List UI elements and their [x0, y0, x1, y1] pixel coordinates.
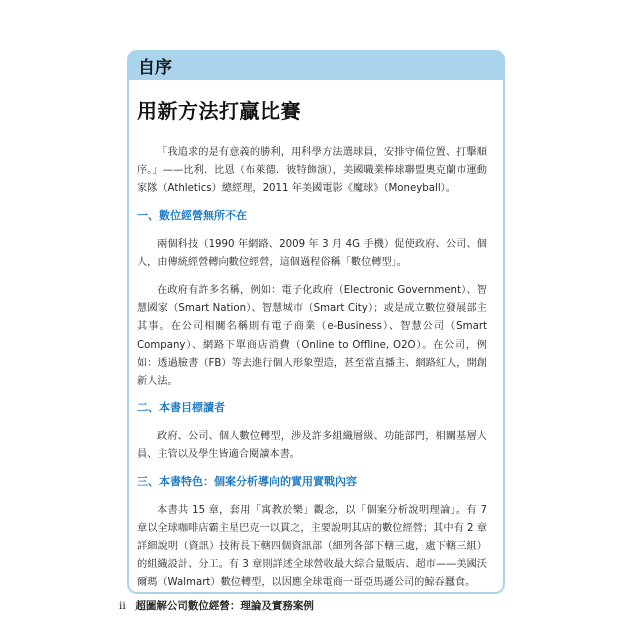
- section-heading-1: 一、數位經營無所不在: [137, 208, 247, 222]
- intro-paragraph: 「我追求的是有意義的勝利，用科學方法選球員，安排守備位置、打擊順序。」——比利．比恩（布萊德．彼特飾演），美國職業棒球聯盟奧克蘭市運動家隊（Athletics）總經理，2011 年美國電影《魔球》（Moneyball）。: [137, 147, 487, 195]
- section-heading-3: 三、本書特色：個案分析導向的實用實戰內容: [137, 474, 357, 488]
- page-title: 用新方法打贏比賽: [137, 99, 301, 123]
- section-3-paragraph-1: 本書共 15 章，套用「寓教於樂」觀念，以「個案分析說明理論」。有 7 章以全球咖啡店霸主星巴克一以貫之，主要說明其店的數位經營；其中有 2 章詳細說明（資訊）技術長下轄四個資訊部（細列各部下轄三處，處下轄三組）的組織設計、分工。有 3 章則詳述全球營收最大綜合量販店、超市——美國沃爾瑪（Walmart）數位轉型，以因應全球電商一哥亞馬遜公司的鯨吞蠶食。: [137, 504, 487, 589]
- section-heading-2: 二、本書目標讀者: [137, 401, 225, 415]
- section-1-paragraph-1: 兩個科技（1990 年網路、2009 年 3 月 4G 手機）促使政府、公司、個人，由傳統經營轉向數位經營，這個過程俗稱「數位轉型」。: [137, 238, 487, 268]
- header-bar: [127, 50, 505, 80]
- book-title: 超圖解公司數位經營：理論及實務案例: [135, 600, 314, 612]
- section-2-paragraph-1: 政府、公司、個人數位轉型，涉及許多組織層級、功能部門，相關基層人員、主管以及學生皆適合閱讀本書。: [137, 431, 487, 461]
- page-footer: [119, 598, 314, 613]
- page-content: [137, 92, 487, 593]
- header-label: 自序: [138, 57, 172, 78]
- section-1-paragraph-2: 在政府有許多名稱，例如：電子化政府（Electronic Government）、智慧國家（Smart Nation）、智慧城市（Smart City）；或是成立數位發展部主其事。在公司相關名稱則有電子商業（e-Business）、智慧公司（Smart Company）、網路下單商店消費（Online to Offline, O2O）。在公司，例如：透過臉書（FB）等去進行個人形象塑造，甚至當直播主、網路紅人，開創新人法。: [137, 285, 487, 388]
- page-number: ii: [119, 600, 126, 612]
